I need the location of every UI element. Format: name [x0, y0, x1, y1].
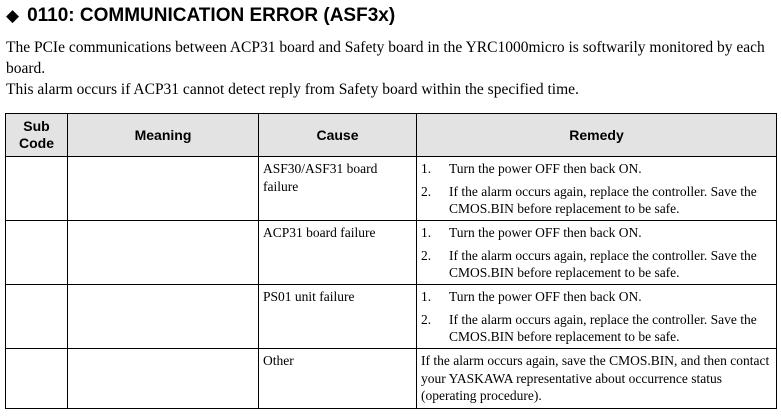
step-number: 2.: [421, 247, 432, 263]
cell-remedy: If the alarm occurs again, save the CMOS.BIN, and then contact your YASKAWA representative about occurrence status (operating procedure).: [417, 349, 777, 409]
remedy-step: [421, 288, 772, 306]
cell-sub-code: [6, 221, 68, 285]
header-cause: Cause: [259, 114, 417, 157]
cell-cause: Other: [259, 349, 417, 409]
remedy-step: [421, 247, 772, 282]
step-number: 1.: [421, 225, 432, 240]
header-sub-code: Sub Code: [6, 114, 68, 157]
cell-cause: ACP31 board failure: [259, 221, 417, 285]
cell-meaning: [68, 285, 259, 349]
cell-sub-code: [6, 349, 68, 409]
cell-sub-code: [6, 157, 68, 221]
step-text: If the alarm occurs again, replace the controller. Save the CMOS.BIN before replacement to be safe.: [449, 247, 757, 280]
table-header-row: [6, 114, 777, 157]
cell-sub-code: [6, 285, 68, 349]
table-row: [6, 157, 777, 221]
cell-cause: PS01 unit failure: [259, 285, 417, 349]
alarm-description: [6, 37, 778, 100]
table-row: [6, 349, 777, 409]
step-text: Turn the power OFF then back ON.: [449, 161, 642, 176]
step-number: 1.: [421, 161, 432, 176]
cell-meaning: [68, 157, 259, 221]
step-text: Turn the power OFF then back ON.: [449, 225, 642, 240]
step-text: If the alarm occurs again, replace the controller. Save the CMOS.BIN before replacement to be safe.: [449, 311, 757, 344]
cell-remedy: [417, 285, 777, 349]
description-line-1: The PCIe communications between ACP31 board and Safety board in the YRC1000micro is softwarily monitored by each board.: [6, 39, 765, 77]
diamond-icon: ◆: [6, 6, 20, 25]
cell-meaning: [68, 221, 259, 285]
remedy-step: [421, 160, 772, 178]
table-row: [6, 221, 777, 285]
remedy-step: [421, 183, 772, 218]
step-text: If the alarm occurs again, replace the controller. Save the CMOS.BIN before replacement to be safe.: [449, 183, 757, 216]
header-meaning: Meaning: [68, 114, 259, 157]
step-text: Turn the power OFF then back ON.: [449, 289, 642, 304]
cell-meaning: [68, 349, 259, 409]
alarm-table: [5, 113, 777, 409]
remedy-steps: [421, 288, 772, 346]
cell-cause: ASF30/ASF31 board failure: [259, 157, 417, 221]
remedy-step: [421, 224, 772, 242]
cell-remedy: [417, 157, 777, 221]
step-number: 2.: [421, 183, 432, 199]
step-number: 1.: [421, 289, 432, 304]
table-row: [6, 285, 777, 349]
alarm-heading: [6, 4, 395, 28]
remedy-step: [421, 311, 772, 346]
remedy-steps: [421, 160, 772, 218]
remedy-steps: [421, 224, 772, 282]
alarm-title: 0110: COMMUNICATION ERROR (ASF3x): [27, 5, 396, 26]
cell-remedy: [417, 221, 777, 285]
step-number: 2.: [421, 311, 432, 327]
header-remedy: Remedy: [417, 114, 777, 157]
description-line-2: This alarm occurs if ACP31 cannot detect reply from Safety board within the specified time.: [6, 81, 579, 98]
